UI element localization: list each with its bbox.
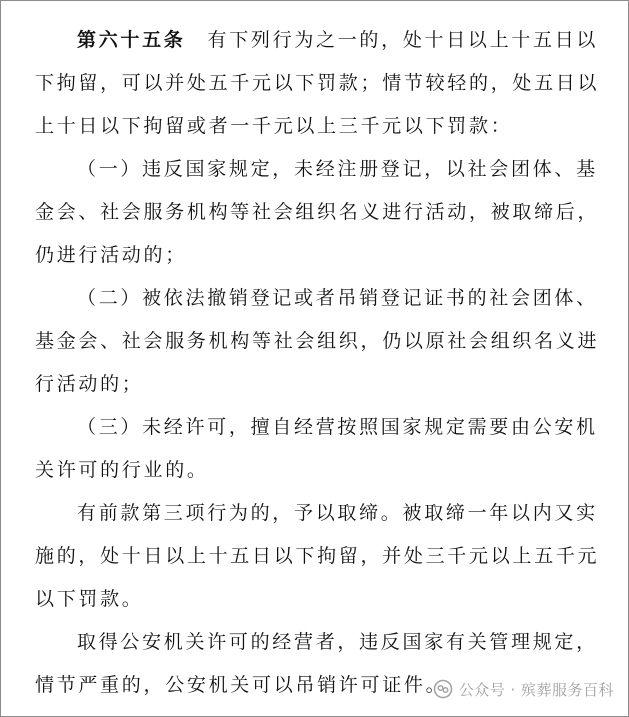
- text-line-3: 上十日以下拘留或者一千元以上三千元以下罚款：: [35, 115, 513, 137]
- article-first-line: [77, 26, 598, 54]
- watermark: [433, 677, 614, 701]
- item-2-line-3: 行活动的；: [35, 373, 144, 395]
- wechat-official-account-icon: [433, 679, 453, 699]
- text-line-2: 下拘留，可以并处五千元以下罚款；情节较轻的，处五日以: [35, 72, 600, 94]
- paragraph-3-line-2: 情节严重的，公安机关可以吊销许可证件。: [35, 674, 448, 696]
- paragraph-3-line-1: 取得公安机关许可的经营者，违反国家有关管理规定，: [77, 631, 598, 653]
- article-number: 第六十五条: [77, 29, 186, 51]
- paragraph-2-line-3: 以下罚款。: [35, 588, 144, 610]
- item-2-line-2: 基金会、社会服务机构等社会组织，仍以原社会组织名义进: [35, 330, 600, 352]
- paragraph-2-line-1: 有前款第三项行为的，予以取缔。被取缔一年以内又实: [77, 502, 598, 524]
- item-1-line-3: 仍进行活动的；: [35, 244, 187, 266]
- item-2-line-1: （二）被依法撤销登记或者吊销登记证书的社会团体、: [77, 287, 598, 309]
- text-line-1: 有下列行为之一的，处十日以上十五日以: [207, 29, 599, 51]
- item-1-line-2: 金会、社会服务机构等社会组织名义进行活动，被取缔后，: [35, 201, 600, 223]
- paragraph-2-line-2: 施的，处十日以上十五日以下拘留，并处三千元以上五千元: [35, 545, 600, 567]
- watermark-text: 公众号 · 殡葬服务百科: [458, 680, 614, 699]
- item-3-line-1: （三）未经许可，擅自经营按照国家规定需要由公安机: [77, 416, 598, 438]
- item-1-line-1: （一）违反国家规定，未经注册登记，以社会团体、基: [77, 158, 598, 180]
- item-3-line-2: 关许可的行业的。: [35, 459, 209, 481]
